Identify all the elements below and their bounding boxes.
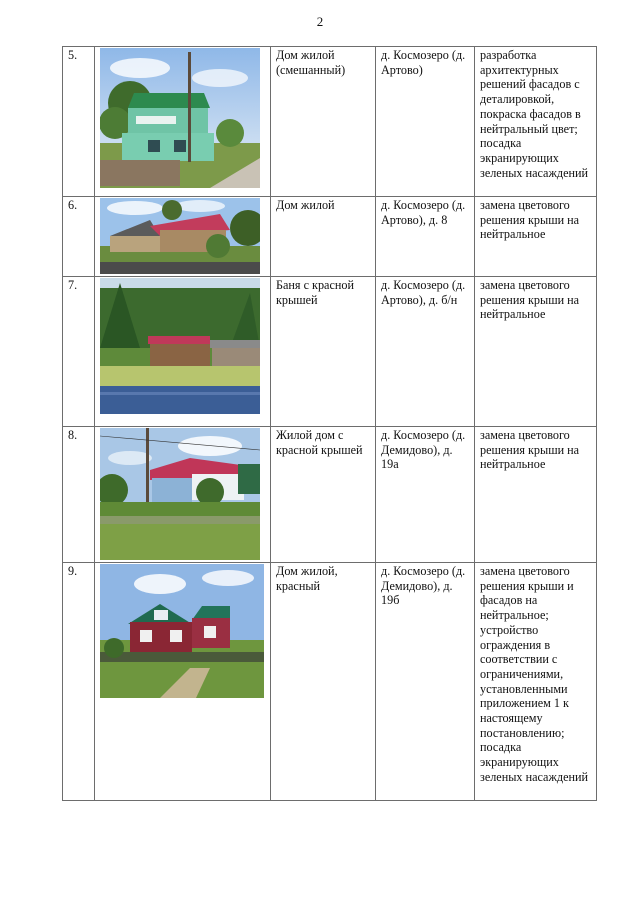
- object-address: д. Космозеро (д. Демидово), д. 19б: [376, 563, 475, 801]
- object-name: Дом жилой, красный: [271, 563, 376, 801]
- photo-cell: [95, 197, 271, 277]
- row-number: 8.: [63, 427, 95, 563]
- table-row: [63, 197, 597, 277]
- table-row: [63, 277, 597, 427]
- photo-cell: [95, 563, 271, 801]
- photo-cell: [95, 47, 271, 197]
- objects-table: [62, 46, 597, 801]
- house-photo: [100, 428, 260, 560]
- object-address: д. Космозеро (д. Артово), д. б/н: [376, 277, 475, 427]
- house-photo: [100, 198, 260, 274]
- object-name: Жилой дом с красной крышей: [271, 427, 376, 563]
- object-action: замена цветового решения крыши на нейтральное: [475, 427, 597, 563]
- house-photo: [100, 48, 260, 188]
- object-name: Баня с красной крышей: [271, 277, 376, 427]
- row-number: 9.: [63, 563, 95, 801]
- table-row: [63, 563, 597, 801]
- object-action: замена цветового решения крыши на нейтральное: [475, 197, 597, 277]
- row-number: 7.: [63, 277, 95, 427]
- object-name: Дом жилой (смешанный): [271, 47, 376, 197]
- photo-cell: [95, 277, 271, 427]
- sauna-photo: [100, 278, 260, 414]
- object-address: д. Космозеро (д. Артово): [376, 47, 475, 197]
- object-action: разработка архитектурных решений фасадов с деталировкой, покраска фасадов в нейтральный цвет; посадка экранирующих зеленых насаждений: [475, 47, 597, 197]
- table-row: [63, 427, 597, 563]
- page-number: 2: [316, 14, 324, 29]
- row-number: 6.: [63, 197, 95, 277]
- house-photo: [100, 564, 264, 698]
- row-number: 5.: [63, 47, 95, 197]
- object-name: Дом жилой: [271, 197, 376, 277]
- photo-cell: [95, 427, 271, 563]
- object-action: замена цветового решения крыши на нейтральное: [475, 277, 597, 427]
- object-address: д. Космозеро (д. Артово), д. 8: [376, 197, 475, 277]
- table-row: [63, 47, 597, 197]
- object-address: д. Космозеро (д. Демидово), д. 19а: [376, 427, 475, 563]
- object-action: замена цветового решения крыши и фасадов на нейтральное; устройство ограждения в соответствии с ограничениями, установленными приложением 1 к настоящему постановлению; посадка экранирующих зеленых насаждений: [475, 563, 597, 801]
